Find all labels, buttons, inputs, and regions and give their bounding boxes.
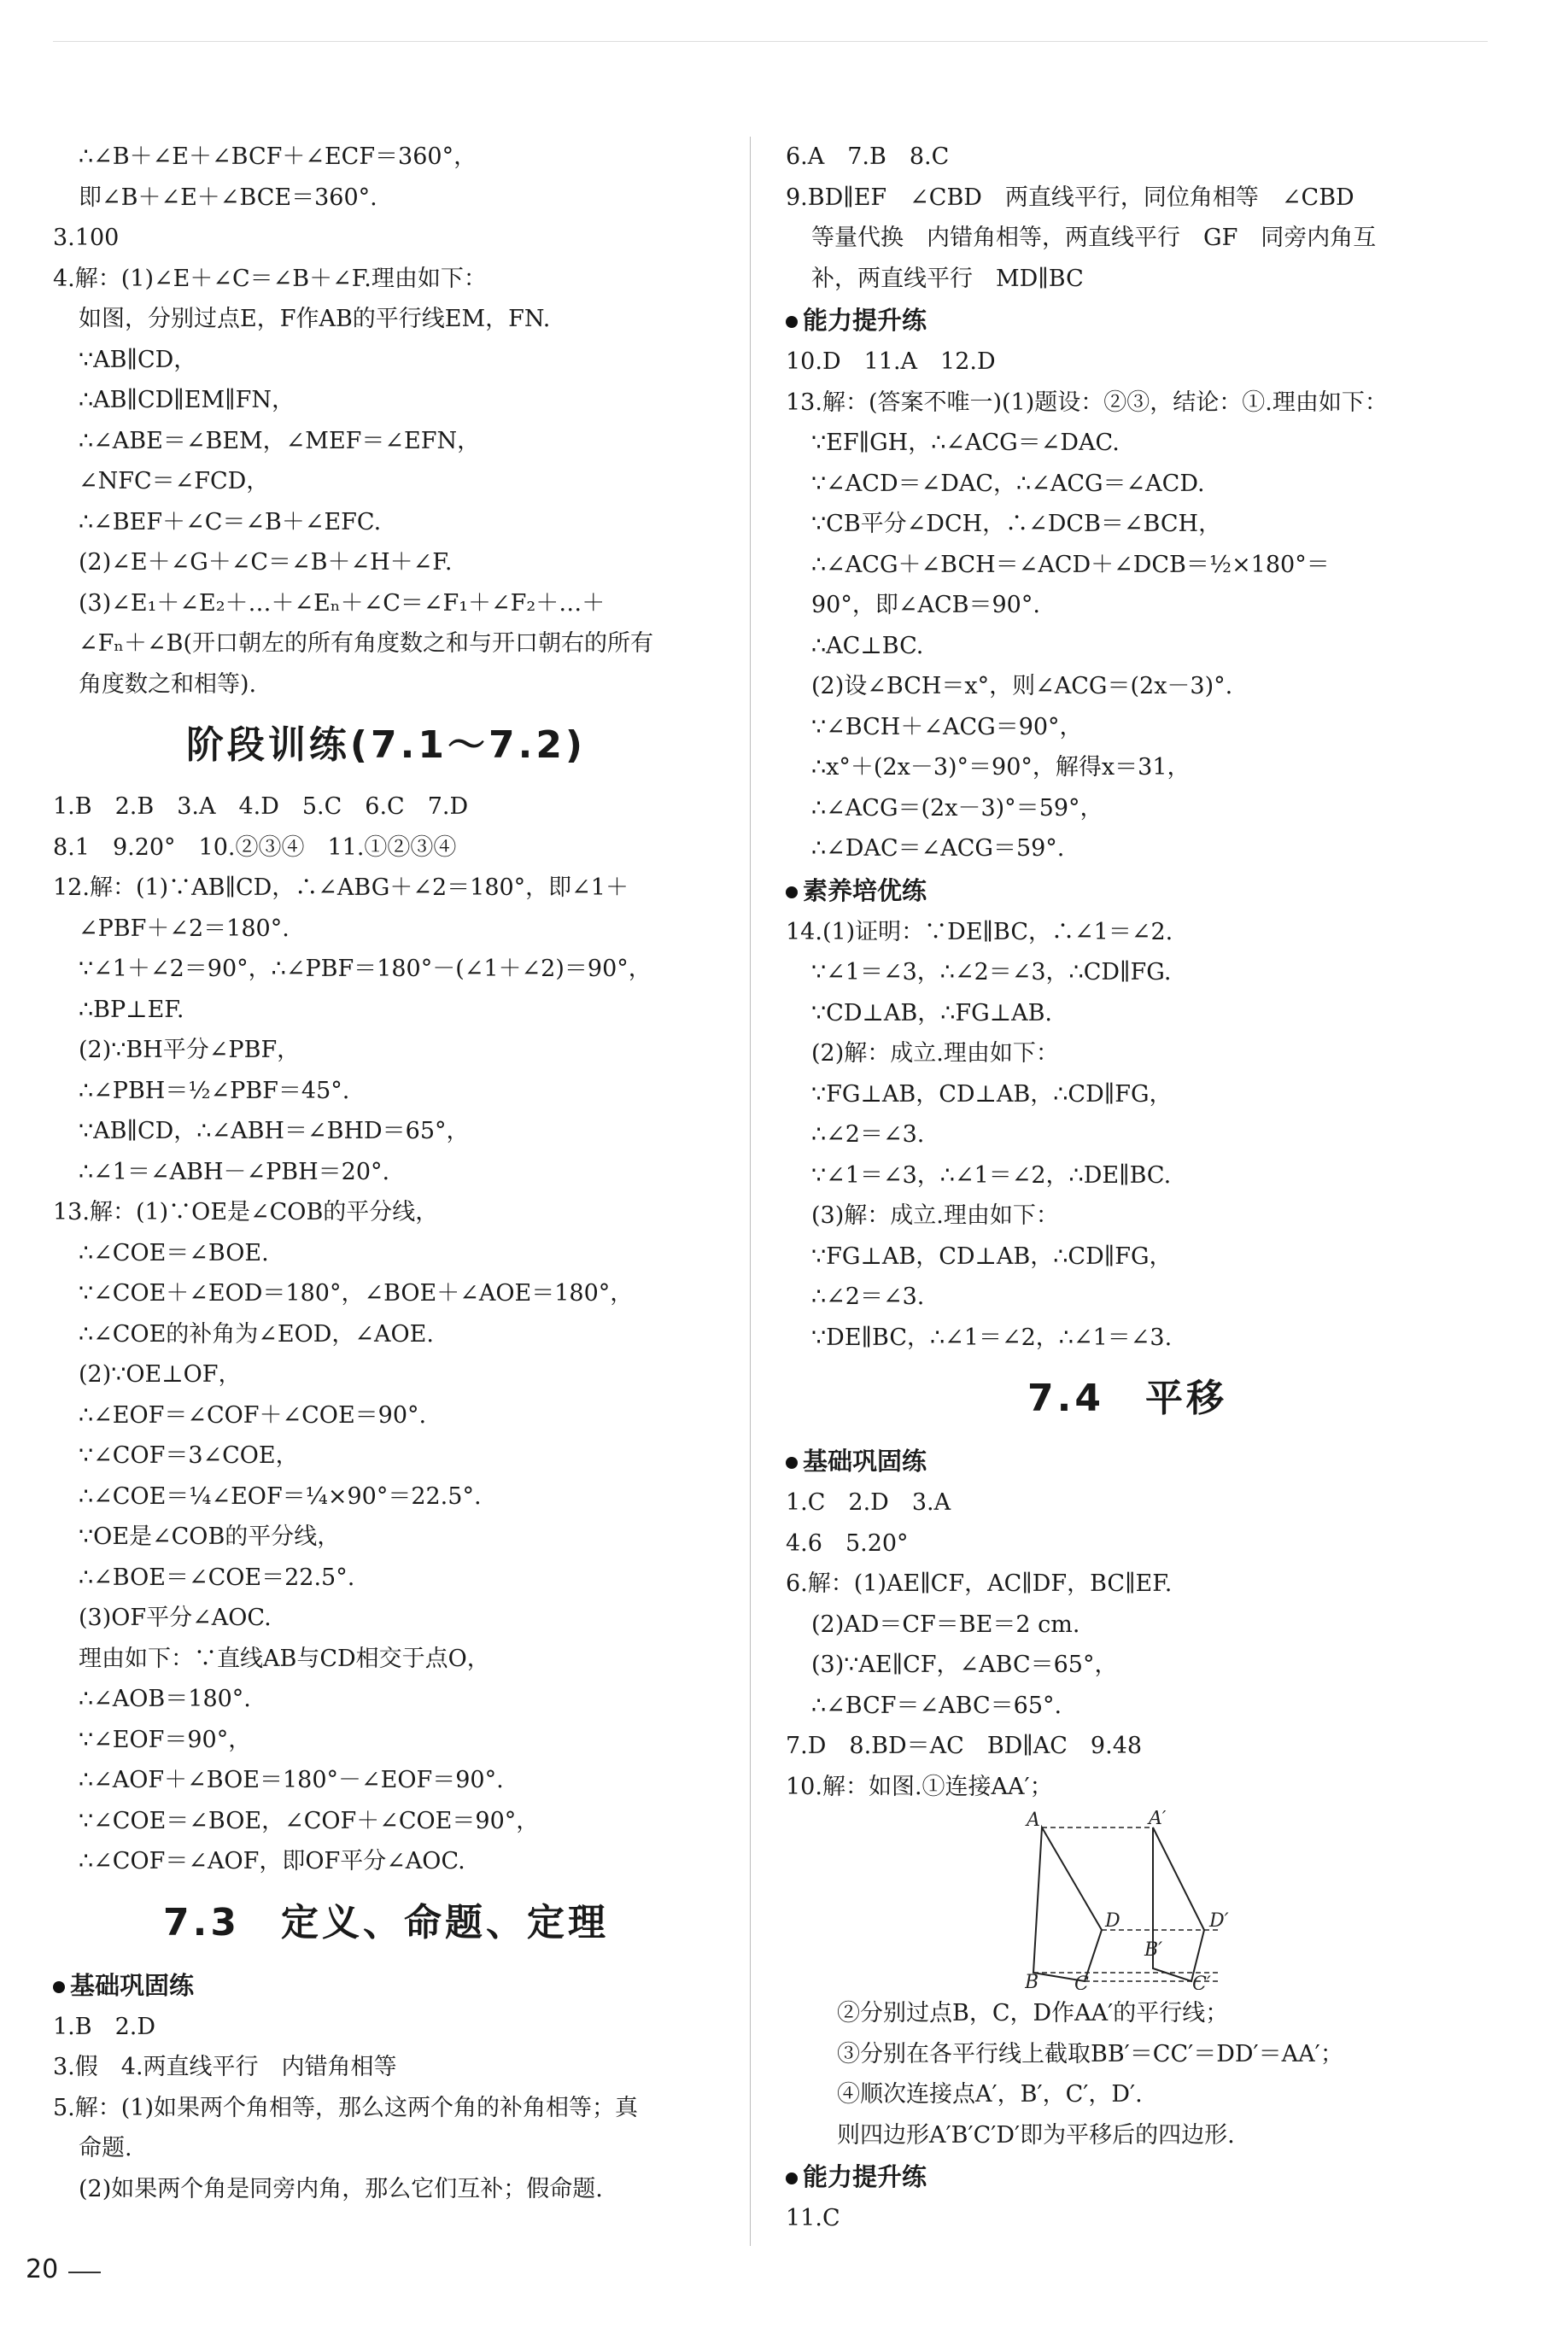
answer-line: ∠PBF＋∠2＝180°. <box>79 915 290 942</box>
answer-line: 4.解：(1)∠E＋∠C＝∠B＋∠F.理由如下： <box>53 265 487 292</box>
answer-line: (2)如果两个角是同旁内角，那么它们互补；假命题. <box>79 2175 603 2202</box>
answer-line: 6.A 7.B 8.C <box>786 143 950 170</box>
answer-line: ∵∠COE＝∠BOE，∠COF＋∠COE＝90°， <box>79 1807 540 1834</box>
answer-line: ∴∠ACG＋∠BCH＝∠ACD＋∠DCB＝½×180°＝ <box>811 551 1330 578</box>
answer-line: ∴∠B＋∠E＋∠BCF＋∠ECF＝360°， <box>79 143 477 170</box>
answer-line: ∵∠COE＋∠EOD＝180°，∠BOE＋∠AOE＝180°， <box>79 1280 634 1307</box>
answer-line: (3)∵AE∥CF，∠ABC＝65°， <box>811 1652 1118 1678</box>
answer-line: 7.D 8.BD＝AC BD∥AC 9.48 <box>786 1733 1143 1759</box>
answer-line: ∴∠COE的补角为∠EOD，∠AOE. <box>79 1320 434 1348</box>
section-title: 7.4 平移 <box>1027 1377 1227 1420</box>
bullet-marker-icon <box>786 316 798 328</box>
answer-line: ∵OE是∠COB的平分线， <box>79 1523 341 1550</box>
answer-line: ∵CB平分∠DCH，∴∠DCB＝∠BCH， <box>811 511 1222 537</box>
answer-line: ∴x°＋(2x－3)°＝90°，解得x＝31， <box>811 754 1191 781</box>
answer-line: 3.假 4.两直线平行 内错角相等 <box>53 2054 397 2080</box>
answer-line: 9.BD∥EF ∠CBD 两直线平行，同位角相等 ∠CBD <box>786 184 1354 211</box>
subsection-label: 基础巩固练 <box>70 1970 195 2000</box>
answer-line: 8.1 9.20° 10.②③④ 11.①②③④ <box>53 833 457 861</box>
subsection-heading <box>53 1964 719 2007</box>
subsection-label: 能力提升练 <box>803 2162 927 2191</box>
answer-line: ∴∠PBH＝½∠PBF＝45°. <box>79 1077 350 1104</box>
subsection-label: 素养培优练 <box>803 875 927 905</box>
answer-line: 90°，即∠ACB＝90°. <box>811 592 1040 618</box>
answer-line: ∴∠2＝∠3. <box>811 1121 925 1148</box>
left-column <box>53 137 719 2209</box>
answer-line: (2)∵OE⊥OF， <box>79 1361 242 1388</box>
answer-line: 1.B 2.B 3.A 4.D 5.C 6.C 7.D <box>53 793 469 820</box>
answer-line: ③分别在各平行线上截取BB′＝CC′＝DD′＝AA′； <box>837 2040 1343 2067</box>
svg-text:D′: D′ <box>1209 1910 1229 1932</box>
answer-line: (3)OF平分∠AOC. <box>79 1605 272 1631</box>
subsection-heading <box>786 2155 1469 2198</box>
answer-line: ∵AB∥CD，∴∠ABH＝∠BHD＝65°， <box>79 1118 470 1144</box>
svg-text:B′: B′ <box>1144 1939 1163 1961</box>
svg-text:B: B <box>1025 1972 1039 1990</box>
subsection-heading <box>786 1440 1469 1482</box>
answer-line: ∴∠ABE＝∠BEM，∠MEF＝∠EFN， <box>79 427 481 454</box>
answer-line: ∴AC⊥BC. <box>811 632 924 659</box>
answer-line: 11.C <box>786 2205 840 2231</box>
section-title: 7.3 定义、命题、定理 <box>163 1900 609 1944</box>
subsection-heading <box>786 299 1469 342</box>
answer-line: ∵∠1＝∠3，∴∠2＝∠3，∴CD∥FG. <box>811 959 1172 985</box>
bullet-marker-icon <box>786 886 798 898</box>
answer-line: 如图，分别过点E，F作AB的平行线EM，FN. <box>79 306 551 332</box>
answer-line: ∵FG⊥AB，CD⊥AB，∴CD∥FG， <box>811 1080 1173 1108</box>
bullet-marker-icon <box>786 1457 798 1469</box>
answer-line: 理由如下：∵直线AB与CD相交于点O， <box>79 1645 490 1672</box>
answer-line: ∴∠BEF＋∠C＝∠B＋∠EFC. <box>79 508 382 535</box>
answer-line: ∠Fₙ＋∠B(开口朝左的所有角度数之和与开口朝右的所有 <box>79 630 654 657</box>
answer-line: ④顺次连接点A′，B′，C′，D′. <box>837 2081 1143 2108</box>
answer-line: ∵DE∥BC，∴∠1＝∠2，∴∠1＝∠3. <box>811 1324 1173 1351</box>
answer-line: ∴∠2＝∠3. <box>811 1284 925 1310</box>
answer-line: (2)∠E＋∠G＋∠C＝∠B＋∠H＋∠F. <box>79 549 453 576</box>
answer-line: 命题. <box>79 2135 132 2161</box>
answer-line: ②分别过点B，C，D作AA′的平行线； <box>837 2000 1229 2026</box>
page-number-rule <box>68 2272 101 2273</box>
answer-line: ∵∠BCH＋∠ACG＝90°， <box>811 713 1083 740</box>
answer-line: ∵FG⊥AB，CD⊥AB，∴CD∥FG， <box>811 1243 1173 1270</box>
answer-line: (2)AD＝CF＝BE＝2 cm. <box>811 1611 1080 1638</box>
answer-line: 4.6 5.20° <box>786 1529 909 1557</box>
answer-line: ∴∠EOF＝∠COF＋∠COE＝90°. <box>79 1401 427 1429</box>
answer-line: (2)∵BH平分∠PBF， <box>79 1037 301 1063</box>
answer-line: ∴∠1＝∠ABH－∠PBH＝20°. <box>79 1158 390 1185</box>
subsection-label: 基础巩固练 <box>803 1447 927 1476</box>
svg-text:D: D <box>1105 1910 1120 1932</box>
answer-line: 14.(1)证明：∵DE∥BC，∴∠1＝∠2. <box>786 918 1173 945</box>
subsection-label: 能力提升练 <box>803 306 927 335</box>
column-divider <box>750 137 751 2246</box>
answer-line: ∵CD⊥AB，∴FG⊥AB. <box>811 999 1053 1026</box>
answer-line: 角度数之和相等). <box>79 670 257 698</box>
answer-line: 3.100 <box>53 225 120 251</box>
subsection-heading <box>786 869 1469 912</box>
answer-line: ∵AB∥CD， <box>79 346 197 373</box>
answer-line: 12.解：(1)∵AB∥CD，∴∠ABG＋∠2＝180°，即∠1＋ <box>53 874 629 901</box>
answer-line: 等量代换 内错角相等，两直线平行 GF 同旁内角互 <box>811 225 1377 251</box>
answer-line: ∴∠BCF＝∠ABC＝65°. <box>811 1692 1062 1719</box>
answer-line: 1.C 2.D 3.A <box>786 1489 951 1516</box>
answer-line: 即∠B＋∠E＋∠BCE＝360°. <box>79 184 377 211</box>
answer-line: ∵∠1＝∠3，∴∠1＝∠2，∴DE∥BC. <box>811 1161 1172 1189</box>
answer-line: ∵∠ACD＝∠DAC，∴∠ACG＝∠ACD. <box>811 470 1205 497</box>
answer-line: (3)解：成立.理由如下： <box>811 1202 1059 1229</box>
answer-line: ∴∠AOB＝180°. <box>79 1686 251 1712</box>
svg-text:C: C <box>1074 1974 1089 1990</box>
translation-figure <box>1025 1810 1384 1990</box>
bullet-marker-icon <box>786 2172 798 2184</box>
answer-line: ∴∠COE＝∠BOE. <box>79 1239 269 1266</box>
page-number: 20 <box>26 2254 59 2284</box>
answer-line: ∠NFC＝∠FCD， <box>79 468 270 494</box>
answer-line: ∵∠1＋∠2＝90°，∴∠PBF＝180°－(∠1＋∠2)＝90°， <box>79 956 652 982</box>
answer-line: ∵∠COF＝3∠COE， <box>79 1442 299 1469</box>
svg-text:A′: A′ <box>1149 1810 1167 1829</box>
answer-line: (3)∠E₁＋∠E₂＋…＋∠Eₙ＋∠C＝∠F₁＋∠F₂＋…＋ <box>79 589 606 617</box>
section-title: 阶段训练(7.1～7.2) <box>185 723 587 767</box>
answer-line: (2)设∠BCH＝x°，则∠ACG＝(2x－3)°. <box>811 673 1233 699</box>
answer-line: 13.解：(答案不唯一)(1)题设：②③，结论：①.理由如下： <box>786 389 1388 416</box>
answer-line: 1.B 2.D <box>53 2013 156 2040</box>
answer-line: ∵EF∥GH，∴∠ACG＝∠DAC. <box>811 430 1120 456</box>
answer-line: 10.D 11.A 12.D <box>786 348 996 375</box>
answer-line: ∵∠EOF＝90°， <box>79 1726 252 1753</box>
answer-line: ∴BP⊥EF. <box>79 996 184 1023</box>
answer-line: 补，两直线平行 MD∥BC <box>811 265 1084 292</box>
svg-text:C′: C′ <box>1192 1974 1211 1990</box>
answer-line: ∴AB∥CD∥EM∥FN， <box>79 387 295 413</box>
answer-line: ∴∠BOE＝∠COE＝22.5°. <box>79 1564 355 1591</box>
top-rule <box>53 41 1488 42</box>
answer-line: ∴∠COE＝¼∠EOF＝¼×90°＝22.5°. <box>79 1482 482 1510</box>
answer-line: (2)解：成立.理由如下： <box>811 1040 1059 1067</box>
answer-line: 10.解：如图.①连接AA′； <box>786 1773 1053 1800</box>
answer-line: 6.解：(1)AE∥CF，AC∥DF，BC∥EF. <box>786 1570 1173 1597</box>
right-column <box>786 137 1469 2239</box>
answer-line: 5.解：(1)如果两个角相等，那么这两个角的补角相等；真 <box>53 2094 639 2121</box>
bullet-marker-icon <box>53 1981 65 1993</box>
svg-text:A: A <box>1027 1810 1040 1831</box>
answer-line: ∴∠DAC＝∠ACG＝59°. <box>811 835 1065 862</box>
answer-line: ∴∠ACG＝(2x－3)°＝59°， <box>811 794 1103 822</box>
answer-line: 则四边形A′B′C′D′即为平移后的四边形. <box>837 2121 1235 2149</box>
answer-line: ∴∠AOF＋∠BOE＝180°－∠EOF＝90°. <box>79 1767 504 1793</box>
answer-line: 13.解：(1)∵OE是∠COB的平分线， <box>53 1199 439 1225</box>
answer-line: ∴∠COF＝∠AOF，即OF平分∠AOC. <box>79 1848 465 1874</box>
